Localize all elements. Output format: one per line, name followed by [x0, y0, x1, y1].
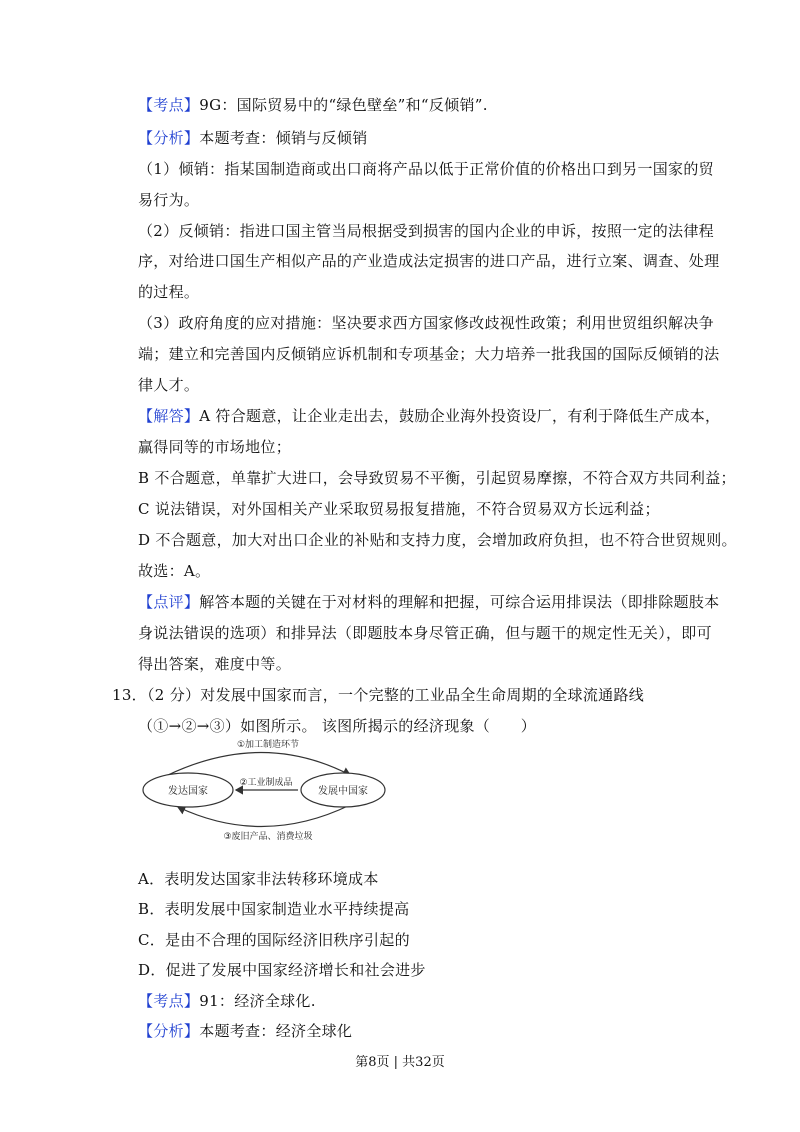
question-number: 13． — [112, 686, 147, 704]
top-flow-label: ①加工制造环节 — [236, 740, 300, 750]
top-flow-arrow — [168, 753, 350, 776]
tag-fenxi: 【分析】 — [138, 129, 200, 147]
middle-flow-label: ②工业制成品 — [239, 778, 293, 788]
option-b: B．表明发展中国家制造业水平持续提高 — [138, 900, 410, 918]
fenxi-line: 【分析】本题考查：倾销与反倾销 — [138, 129, 368, 147]
text-line: 律人才。 — [138, 376, 200, 394]
dianping-line: 【点评】解答本题的关键在于对材料的理解和把握，可综合运用排误法（即排除题肢本 — [138, 593, 720, 611]
text-line: 身说法错误的选项）和排异法（即题肢本身尽管正确，但与题干的规定性无关），即可 — [138, 624, 712, 642]
text-line: （3）政府角度的应对措施：坚决要求西方国家修改歧视性政策；利用世贸组织解决争 — [138, 314, 714, 332]
text-line: 得出答案，难度中等。 — [138, 655, 292, 673]
text-line: 序，对给进口国生产相似产品的产业造成法定损害的进口产品，进行立案、调查、处理 — [138, 252, 720, 270]
tag-kaodian: 【考点】 — [138, 992, 200, 1010]
kaodian-line: 【考点】9G：国际贸易中的“绿色壁垒”和“反倾销”. — [138, 96, 488, 114]
bottom-flow-arrow — [178, 805, 350, 827]
kaodian-line-2: 【考点】91：经济全球化. — [138, 992, 316, 1010]
text-line: 赢得同等的市场地位； — [138, 438, 292, 456]
text-line: 易行为。 — [138, 191, 200, 209]
text-line: C 说法错误，对外国相关产业采取贸易报复措施，不符合贸易双方长远利益； — [138, 500, 660, 518]
option-a: A．表明发达国家非法转移环境成本 — [138, 870, 379, 888]
tag-jieda: 【解答】 — [138, 407, 200, 425]
question-stem-line1: 13．（2 分）对发展中国家而言，一个完整的工业品全生命周期的全球流通路线 — [112, 686, 645, 704]
bottom-flow-label: ③废旧产品、消费垃圾 — [223, 832, 313, 842]
tag-kaodian: 【考点】 — [138, 96, 200, 114]
option-c: C．是由不合理的国际经济旧秩序引起的 — [138, 931, 410, 949]
text-line: （1）倾销：指某国制造商或出口商将产品以低于正常价值的价格出口到另一国家的贸 — [138, 160, 714, 178]
text-line: （2）反倾销：指进口国主管当局根据受到损害的国内企业的申诉，按照一定的法律程 — [138, 222, 714, 240]
page-footer: 第8页 | 共32页 — [355, 1055, 445, 1070]
question-stem-line2: （①→②→③）如图所示。 该图所揭示的经济现象（ ） — [138, 717, 537, 735]
option-d: D．促进了发展中国家经济增长和社会进步 — [138, 961, 426, 979]
text-line: 端；建立和完善国内反倾销应诉机制和专项基金；大力培养一批我国的国际反倾销的法 — [138, 345, 720, 363]
jieda-line: 【解答】A 符合题意，让企业走出去，鼓励企业海外投资设厂，有利于降低生产成本， — [138, 407, 721, 425]
text-line: D 不合题意，加大对出口企业的补贴和支持力度，会增加政府负担，也不符合世贸规则。 — [138, 531, 737, 549]
trade-flow-diagram — [138, 735, 388, 845]
text-line: 故选：A。 — [138, 562, 211, 580]
fenxi-line-2: 【分析】本题考查：经济全球化 — [138, 1022, 353, 1040]
tag-dianping: 【点评】 — [138, 593, 200, 611]
text-line: B 不合题意，单靠扩大进口，会导致贸易不平衡，引起贸易摩擦，不符合双方共同利益； — [138, 469, 736, 487]
tag-fenxi: 【分析】 — [138, 1022, 200, 1040]
text-line: 的过程。 — [138, 283, 200, 301]
developed-country-label: 发达国家 — [168, 786, 208, 797]
developing-country-label: 发展中国家 — [318, 786, 368, 797]
